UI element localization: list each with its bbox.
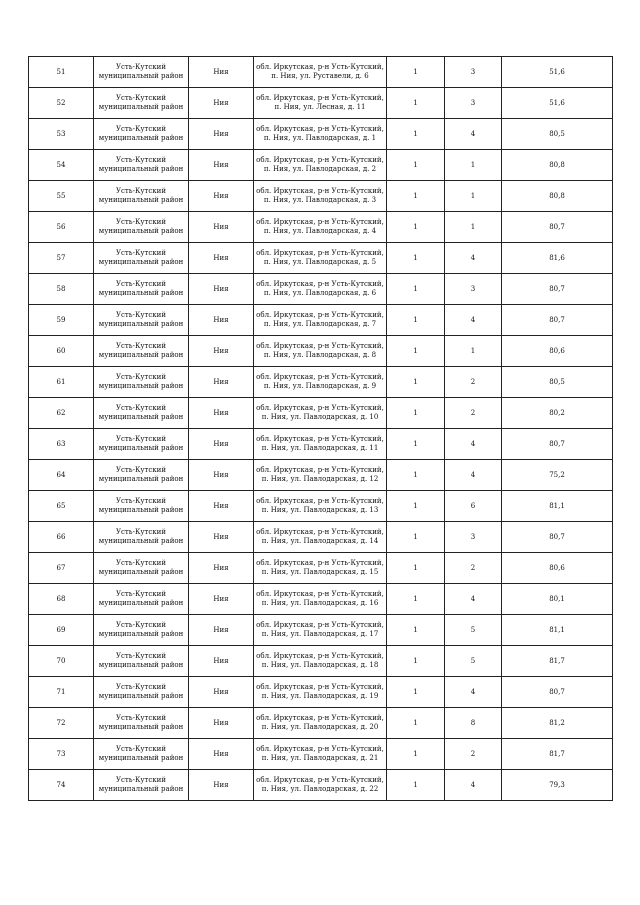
district-cell: Усть-Кутский муниципальный район <box>94 88 189 119</box>
table-row <box>29 336 613 367</box>
table-row <box>29 708 613 739</box>
count-cell: 1 <box>387 553 445 584</box>
district-cell: Усть-Кутский муниципальный район <box>94 491 189 522</box>
rooms-cell: 4 <box>445 243 502 274</box>
row-number-cell: 72 <box>29 708 94 739</box>
table-row <box>29 150 613 181</box>
table-row <box>29 770 613 801</box>
address-cell: обл. Иркутская, р-н Усть-Кутский, п. Ния, ул. Павлодарская, д. 8 <box>254 336 387 367</box>
count-cell: 1 <box>387 57 445 88</box>
district-cell: Усть-Кутский муниципальный район <box>94 150 189 181</box>
row-number-cell: 66 <box>29 522 94 553</box>
address-cell: обл. Иркутская, р-н Усть-Кутский, п. Ния, ул. Павлодарская, д. 15 <box>254 553 387 584</box>
count-cell: 1 <box>387 274 445 305</box>
address-cell: обл. Иркутская, р-н Усть-Кутский, п. Ния, ул. Павлодарская, д. 5 <box>254 243 387 274</box>
address-cell: обл. Иркутская, р-н Усть-Кутский, п. Ния, ул. Лесная, д. 11 <box>254 88 387 119</box>
address-cell: обл. Иркутская, р-н Усть-Кутский, п. Ния, ул. Павлодарская, д. 18 <box>254 646 387 677</box>
area-cell: 80,5 <box>502 367 613 398</box>
locality-cell: Ния <box>189 770 254 801</box>
count-cell: 1 <box>387 88 445 119</box>
area-cell: 80,7 <box>502 274 613 305</box>
locality-cell: Ния <box>189 243 254 274</box>
row-number-cell: 74 <box>29 770 94 801</box>
address-cell: обл. Иркутская, р-н Усть-Кутский, п. Ния, ул. Павлодарская, д. 10 <box>254 398 387 429</box>
locality-cell: Ния <box>189 429 254 460</box>
count-cell: 1 <box>387 336 445 367</box>
district-cell: Усть-Кутский муниципальный район <box>94 274 189 305</box>
address-cell: обл. Иркутская, р-н Усть-Кутский, п. Ния, ул. Павлодарская, д. 2 <box>254 150 387 181</box>
area-cell: 51,6 <box>502 57 613 88</box>
count-cell: 1 <box>387 367 445 398</box>
row-number-cell: 70 <box>29 646 94 677</box>
district-cell: Усть-Кутский муниципальный район <box>94 584 189 615</box>
count-cell: 1 <box>387 460 445 491</box>
count-cell: 1 <box>387 615 445 646</box>
count-cell: 1 <box>387 398 445 429</box>
count-cell: 1 <box>387 305 445 336</box>
table-row <box>29 243 613 274</box>
address-cell: обл. Иркутская, р-н Усть-Кутский, п. Ния, ул. Павлодарская, д. 16 <box>254 584 387 615</box>
table-row <box>29 274 613 305</box>
area-cell: 81,7 <box>502 646 613 677</box>
count-cell: 1 <box>387 150 445 181</box>
locality-cell: Ния <box>189 615 254 646</box>
rooms-cell: 2 <box>445 553 502 584</box>
table-row <box>29 677 613 708</box>
row-number-cell: 55 <box>29 181 94 212</box>
rooms-cell: 4 <box>445 460 502 491</box>
district-cell: Усть-Кутский муниципальный район <box>94 553 189 584</box>
area-cell: 80,7 <box>502 212 613 243</box>
district-cell: Усть-Кутский муниципальный район <box>94 367 189 398</box>
count-cell: 1 <box>387 212 445 243</box>
count-cell: 1 <box>387 522 445 553</box>
rooms-cell: 4 <box>445 429 502 460</box>
rooms-cell: 3 <box>445 57 502 88</box>
locality-cell: Ния <box>189 212 254 243</box>
district-cell: Усть-Кутский муниципальный район <box>94 336 189 367</box>
rooms-cell: 3 <box>445 522 502 553</box>
count-cell: 1 <box>387 646 445 677</box>
rooms-cell: 5 <box>445 615 502 646</box>
rooms-cell: 1 <box>445 150 502 181</box>
district-cell: Усть-Кутский муниципальный район <box>94 181 189 212</box>
row-number-cell: 54 <box>29 150 94 181</box>
address-cell: обл. Иркутская, р-н Усть-Кутский, п. Ния, ул. Павлодарская, д. 6 <box>254 274 387 305</box>
district-cell: Усть-Кутский муниципальный район <box>94 739 189 770</box>
locality-cell: Ния <box>189 708 254 739</box>
rooms-cell: 4 <box>445 584 502 615</box>
document-page <box>28 56 612 801</box>
rooms-cell: 3 <box>445 274 502 305</box>
district-cell: Усть-Кутский муниципальный район <box>94 429 189 460</box>
table-row <box>29 181 613 212</box>
locality-cell: Ния <box>189 119 254 150</box>
locality-cell: Ния <box>189 88 254 119</box>
count-cell: 1 <box>387 181 445 212</box>
district-cell: Усть-Кутский муниципальный район <box>94 770 189 801</box>
district-cell: Усть-Кутский муниципальный район <box>94 398 189 429</box>
count-cell: 1 <box>387 584 445 615</box>
row-number-cell: 69 <box>29 615 94 646</box>
table-row <box>29 553 613 584</box>
district-cell: Усть-Кутский муниципальный район <box>94 460 189 491</box>
district-cell: Усть-Кутский муниципальный район <box>94 646 189 677</box>
address-cell: обл. Иркутская, р-н Усть-Кутский, п. Ния, ул. Павлодарская, д. 4 <box>254 212 387 243</box>
area-cell: 81,1 <box>502 491 613 522</box>
row-number-cell: 68 <box>29 584 94 615</box>
address-cell: обл. Иркутская, р-н Усть-Кутский, п. Ния, ул. Руставели, д. 6 <box>254 57 387 88</box>
table-row <box>29 522 613 553</box>
locality-cell: Ния <box>189 522 254 553</box>
table-row <box>29 212 613 243</box>
locality-cell: Ния <box>189 739 254 770</box>
address-cell: обл. Иркутская, р-н Усть-Кутский, п. Ния, ул. Павлодарская, д. 9 <box>254 367 387 398</box>
address-cell: обл. Иркутская, р-н Усть-Кутский, п. Ния, ул. Павлодарская, д. 3 <box>254 181 387 212</box>
area-cell: 80,8 <box>502 150 613 181</box>
district-cell: Усть-Кутский муниципальный район <box>94 708 189 739</box>
row-number-cell: 59 <box>29 305 94 336</box>
area-cell: 81,7 <box>502 739 613 770</box>
count-cell: 1 <box>387 119 445 150</box>
locality-cell: Ния <box>189 584 254 615</box>
area-cell: 80,5 <box>502 119 613 150</box>
rooms-cell: 3 <box>445 88 502 119</box>
address-cell: обл. Иркутская, р-н Усть-Кутский, п. Ния, ул. Павлодарская, д. 12 <box>254 460 387 491</box>
area-cell: 80,7 <box>502 429 613 460</box>
row-number-cell: 58 <box>29 274 94 305</box>
table-row <box>29 584 613 615</box>
rooms-cell: 1 <box>445 212 502 243</box>
row-number-cell: 51 <box>29 57 94 88</box>
rooms-cell: 4 <box>445 677 502 708</box>
locality-cell: Ния <box>189 181 254 212</box>
table-row <box>29 491 613 522</box>
rooms-cell: 1 <box>445 336 502 367</box>
locality-cell: Ния <box>189 460 254 491</box>
table-row <box>29 646 613 677</box>
rooms-cell: 8 <box>445 708 502 739</box>
row-number-cell: 62 <box>29 398 94 429</box>
district-cell: Усть-Кутский муниципальный район <box>94 243 189 274</box>
locality-cell: Ния <box>189 491 254 522</box>
district-cell: Усть-Кутский муниципальный район <box>94 119 189 150</box>
rooms-cell: 5 <box>445 646 502 677</box>
address-cell: обл. Иркутская, р-н Усть-Кутский, п. Ния, ул. Павлодарская, д. 22 <box>254 770 387 801</box>
area-cell: 81,2 <box>502 708 613 739</box>
address-cell: обл. Иркутская, р-н Усть-Кутский, п. Ния, ул. Павлодарская, д. 7 <box>254 305 387 336</box>
rooms-cell: 2 <box>445 739 502 770</box>
table-row <box>29 57 613 88</box>
area-cell: 75,2 <box>502 460 613 491</box>
locality-cell: Ния <box>189 305 254 336</box>
rooms-cell: 2 <box>445 398 502 429</box>
address-cell: обл. Иркутская, р-н Усть-Кутский, п. Ния, ул. Павлодарская, д. 21 <box>254 739 387 770</box>
table-row <box>29 367 613 398</box>
area-cell: 80,6 <box>502 553 613 584</box>
rooms-cell: 1 <box>445 181 502 212</box>
row-number-cell: 60 <box>29 336 94 367</box>
row-number-cell: 52 <box>29 88 94 119</box>
area-cell: 80,6 <box>502 336 613 367</box>
locality-cell: Ния <box>189 553 254 584</box>
area-cell: 80,7 <box>502 677 613 708</box>
district-cell: Усть-Кутский муниципальный район <box>94 305 189 336</box>
table-row <box>29 305 613 336</box>
district-cell: Усть-Кутский муниципальный район <box>94 522 189 553</box>
rooms-cell: 2 <box>445 367 502 398</box>
table-body <box>29 57 613 801</box>
address-cell: обл. Иркутская, р-н Усть-Кутский, п. Ния, ул. Павлодарская, д. 20 <box>254 708 387 739</box>
address-cell: обл. Иркутская, р-н Усть-Кутский, п. Ния, ул. Павлодарская, д. 17 <box>254 615 387 646</box>
district-cell: Усть-Кутский муниципальный район <box>94 677 189 708</box>
area-cell: 80,7 <box>502 305 613 336</box>
rooms-cell: 4 <box>445 770 502 801</box>
area-cell: 80,8 <box>502 181 613 212</box>
area-cell: 81,1 <box>502 615 613 646</box>
district-cell: Усть-Кутский муниципальный район <box>94 57 189 88</box>
locality-cell: Ния <box>189 274 254 305</box>
table-row <box>29 429 613 460</box>
area-cell: 79,3 <box>502 770 613 801</box>
row-number-cell: 65 <box>29 491 94 522</box>
rooms-cell: 4 <box>445 305 502 336</box>
table-row <box>29 119 613 150</box>
locality-cell: Ния <box>189 367 254 398</box>
rooms-cell: 6 <box>445 491 502 522</box>
table-row <box>29 615 613 646</box>
row-number-cell: 53 <box>29 119 94 150</box>
count-cell: 1 <box>387 429 445 460</box>
address-cell: обл. Иркутская, р-н Усть-Кутский, п. Ния, ул. Павлодарская, д. 13 <box>254 491 387 522</box>
row-number-cell: 67 <box>29 553 94 584</box>
locality-cell: Ния <box>189 398 254 429</box>
area-cell: 81,6 <box>502 243 613 274</box>
count-cell: 1 <box>387 677 445 708</box>
area-cell: 80,2 <box>502 398 613 429</box>
address-cell: обл. Иркутская, р-н Усть-Кутский, п. Ния, ул. Павлодарская, д. 1 <box>254 119 387 150</box>
locality-cell: Ния <box>189 646 254 677</box>
row-number-cell: 73 <box>29 739 94 770</box>
address-cell: обл. Иркутская, р-н Усть-Кутский, п. Ния, ул. Павлодарская, д. 11 <box>254 429 387 460</box>
row-number-cell: 63 <box>29 429 94 460</box>
locality-cell: Ния <box>189 336 254 367</box>
table-row <box>29 88 613 119</box>
table-row <box>29 398 613 429</box>
locality-cell: Ния <box>189 677 254 708</box>
district-cell: Усть-Кутский муниципальный район <box>94 615 189 646</box>
row-number-cell: 57 <box>29 243 94 274</box>
rooms-cell: 4 <box>445 119 502 150</box>
address-cell: обл. Иркутская, р-н Усть-Кутский, п. Ния, ул. Павлодарская, д. 19 <box>254 677 387 708</box>
district-cell: Усть-Кутский муниципальный район <box>94 212 189 243</box>
area-cell: 51,6 <box>502 88 613 119</box>
count-cell: 1 <box>387 243 445 274</box>
row-number-cell: 61 <box>29 367 94 398</box>
count-cell: 1 <box>387 739 445 770</box>
area-cell: 80,7 <box>502 522 613 553</box>
locality-cell: Ния <box>189 57 254 88</box>
address-cell: обл. Иркутская, р-н Усть-Кутский, п. Ния, ул. Павлодарская, д. 14 <box>254 522 387 553</box>
table-row <box>29 460 613 491</box>
table-row <box>29 739 613 770</box>
area-cell: 80,1 <box>502 584 613 615</box>
housing-table <box>28 56 613 801</box>
count-cell: 1 <box>387 491 445 522</box>
row-number-cell: 64 <box>29 460 94 491</box>
count-cell: 1 <box>387 708 445 739</box>
row-number-cell: 71 <box>29 677 94 708</box>
count-cell: 1 <box>387 770 445 801</box>
locality-cell: Ния <box>189 150 254 181</box>
row-number-cell: 56 <box>29 212 94 243</box>
